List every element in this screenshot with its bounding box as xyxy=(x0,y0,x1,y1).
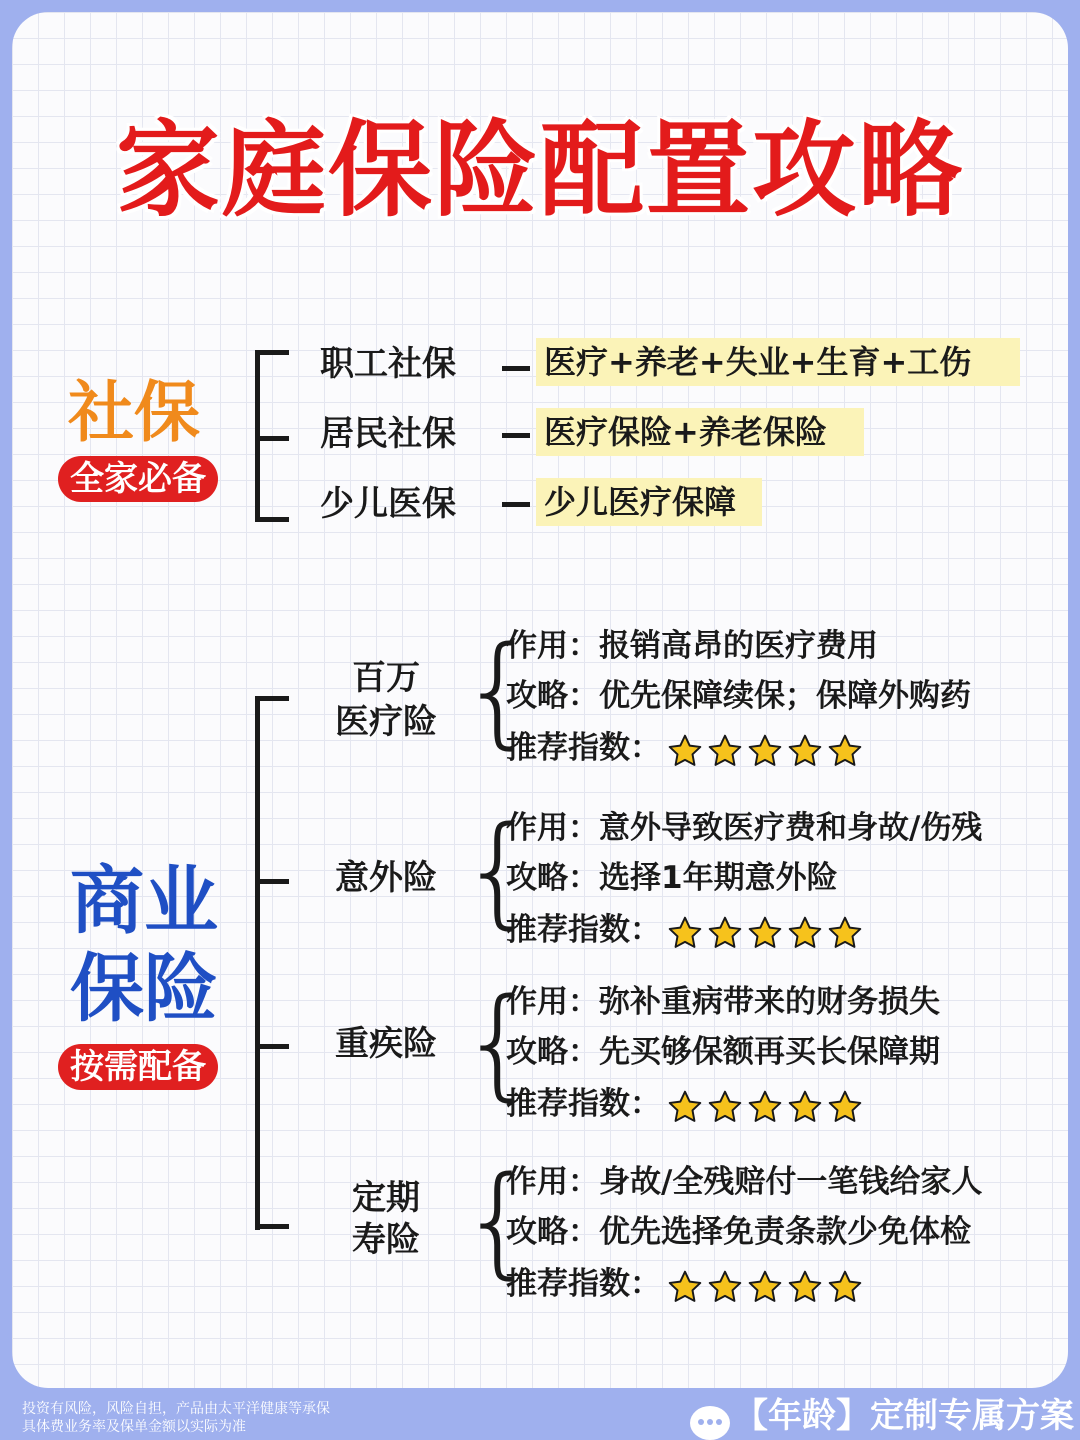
commercial-heading-line2: 保险 xyxy=(70,946,218,1032)
social-item-label: 少儿医保 xyxy=(320,484,456,524)
insurance-use: 作用：弥补重病带来的财务损失 xyxy=(506,984,940,1020)
star-icon xyxy=(667,915,703,951)
page-title: 家庭保险配置攻略 xyxy=(115,109,964,231)
insurance-tip: 攻略：优先选择免责条款少免体检 xyxy=(506,1214,971,1250)
social-item-dash xyxy=(502,502,530,507)
star-icon xyxy=(707,1269,743,1305)
cta-text: 【年龄】定制专属方案 xyxy=(734,1396,1074,1436)
star-icon xyxy=(827,733,863,769)
star-icon xyxy=(787,915,823,951)
commercial-badge: 按需配备 xyxy=(58,1044,218,1090)
curly-brace: { xyxy=(460,622,537,761)
star-icon xyxy=(827,1089,863,1125)
rating-label: 推荐指数： xyxy=(506,1266,661,1302)
rating-row xyxy=(506,1264,867,1306)
insurance-name: 定期 xyxy=(352,1178,420,1218)
star-icon xyxy=(747,1089,783,1125)
star-rating xyxy=(667,912,867,952)
rating-row xyxy=(506,728,867,770)
disclaimer-line: 具体费业务率及保单金额以实际为准 xyxy=(22,1419,246,1435)
insurance-use: 作用：身故/全残赔付一笔钱给家人 xyxy=(506,1164,983,1200)
commercial-branch xyxy=(255,696,289,701)
star-icon xyxy=(747,733,783,769)
rating-label: 推荐指数： xyxy=(506,912,661,948)
star-icon xyxy=(747,1269,783,1305)
commercial-branch xyxy=(255,879,289,884)
social-item-dash xyxy=(502,433,530,438)
star-icon xyxy=(827,1269,863,1305)
star-icon xyxy=(827,915,863,951)
commercial-bracket-line xyxy=(255,696,260,1230)
disclaimer-line: 投资有风险，风险自担，产品由太平洋健康等承保 xyxy=(22,1401,330,1417)
insurance-use: 作用：意外导致医疗费和身故/伤残 xyxy=(506,810,983,846)
social-item-label: 职工社保 xyxy=(320,344,456,384)
insurance-tip: 攻略：先买够保额再买长保障期 xyxy=(506,1034,940,1070)
insurance-tip: 攻略：优先保障续保；保障外购药 xyxy=(506,678,971,714)
commercial-branch xyxy=(255,1044,289,1049)
insurance-name: 意外险 xyxy=(335,858,437,898)
cta-link[interactable] xyxy=(690,1396,1074,1440)
star-icon xyxy=(787,733,823,769)
social-branch-2 xyxy=(255,436,289,441)
rating-label: 推荐指数： xyxy=(506,1086,661,1122)
insurance-name: 百万 xyxy=(352,658,420,698)
star-icon xyxy=(707,733,743,769)
star-icon xyxy=(667,1269,703,1305)
star-rating xyxy=(667,730,867,770)
social-branch-1 xyxy=(255,350,289,355)
social-branch-3 xyxy=(255,517,289,522)
star-icon xyxy=(787,1269,823,1305)
star-icon xyxy=(747,915,783,951)
star-rating xyxy=(667,1266,867,1306)
insurance-tip: 攻略：选择1年期意外险 xyxy=(506,860,838,896)
rating-row xyxy=(506,910,867,952)
star-icon xyxy=(707,915,743,951)
insurance-name: 寿险 xyxy=(352,1220,420,1260)
curly-brace: { xyxy=(460,974,537,1113)
rating-label: 推荐指数： xyxy=(506,730,661,766)
social-item-detail: 医疗保险+养老保险 xyxy=(536,408,864,456)
commercial-heading-line1: 商业 xyxy=(70,858,218,944)
social-heading: 社保 xyxy=(68,374,200,451)
social-item-label: 居民社保 xyxy=(320,414,456,454)
commercial-branch xyxy=(255,1224,289,1229)
chat-bubble-icon xyxy=(690,1406,730,1440)
curly-brace: { xyxy=(460,1152,537,1291)
social-item-detail: 少儿医疗保障 xyxy=(536,478,762,526)
star-icon xyxy=(707,1089,743,1125)
insurance-name: 医疗险 xyxy=(335,702,437,742)
insurance-name: 重疾险 xyxy=(335,1024,437,1064)
curly-brace: { xyxy=(460,802,537,941)
social-item-detail: 医疗+养老+失业+生育+工伤 xyxy=(536,338,1020,386)
star-rating xyxy=(667,1086,867,1126)
star-icon xyxy=(667,733,703,769)
star-icon xyxy=(787,1089,823,1125)
social-item-dash xyxy=(502,366,530,371)
insurance-use: 作用：报销高昂的医疗费用 xyxy=(506,628,878,664)
rating-row xyxy=(506,1084,867,1126)
star-icon xyxy=(667,1089,703,1125)
social-badge: 全家必备 xyxy=(58,456,218,502)
